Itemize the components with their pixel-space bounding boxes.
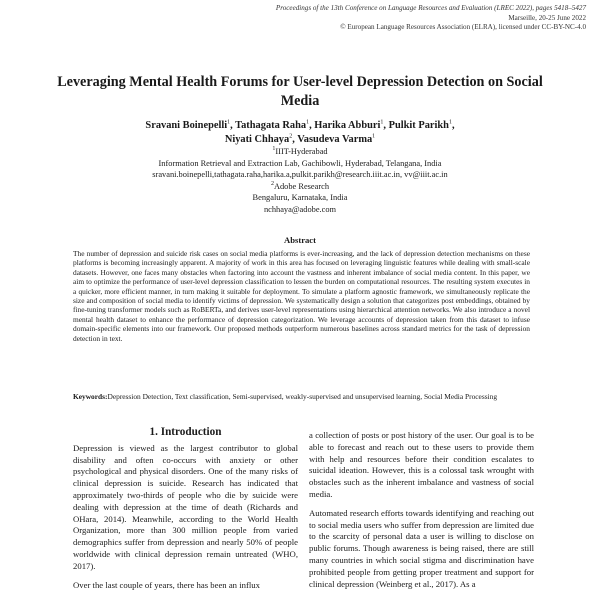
right-column bbox=[309, 430, 534, 597]
affiliation-1-emails: sravani.boinepelli,tathagata.raha,harika.a,pulkit.parikh@research.iiit.ac.in, vv@iiit.ac.in bbox=[152, 170, 448, 180]
author-line-1: Sravani Boinepelli$^1$, Tathagata Raha$^1$, Harika Abburi$^1$, Pulkit Parikh$^1$, bbox=[145, 119, 455, 131]
author-name: Sravani Boinepelli bbox=[145, 120, 228, 131]
author-name: Tathagata Raha bbox=[235, 120, 307, 131]
abstract-heading: Abstract bbox=[284, 235, 316, 245]
header-conference: Proceedings of the 13th Conference on Language Resources and Evaluation (LREC 2022), pages 5418–5427 bbox=[275, 4, 586, 12]
affiliation-sup: 2 bbox=[270, 180, 274, 187]
author-sup: 1 bbox=[227, 119, 231, 126]
affiliation-2-email: nchhaya@adobe.com bbox=[263, 204, 337, 214]
author-sup: 1 bbox=[306, 119, 310, 126]
author-name: Harika Abburi bbox=[314, 120, 381, 131]
header-location: Marseille, 20-25 June 2022 bbox=[508, 13, 586, 22]
author-line-2: Niyati Chhaya$^2$, Vasudeva Varma$^1$ bbox=[224, 133, 376, 145]
intro-paragraph-1: Depression is viewed as the largest contributor to global disability and often co-occurs with anxiety or other psychological and physical disorders. One of the many risks of clinical depression is suicide. Research has indicated that approximately two-thirds of people who die by suicide were dealing with depression at the time of death (Richards and OHara, 2014). Meanwhile, according to the World Health Organization, more than 300 million people from varied demographics suffer from depression and nearly 50% of people worldwide with clinical depression remain untreated (WHO, 2017). bbox=[73, 442, 298, 571]
header-license: © European Language Resources Association (ELRA), licensed under CC-BY-NC-4.0 bbox=[340, 23, 586, 32]
affiliation-sup: 1 bbox=[272, 146, 276, 153]
author-name: Vasudeva Varma bbox=[297, 133, 373, 145]
affiliation-1-name bbox=[60, 146, 540, 158]
author-sup: 2 bbox=[289, 133, 293, 140]
author-name: Pulkit Parikh bbox=[388, 120, 449, 131]
abstract-text: The number of depression and suicide risk cases on social media platforms is ever-increasing, and the lack of depression detection mechanisms on these platforms is becoming increasingly apparent. A majority of work in this area has focused on leveraging linguistic features while dealing with small-scale datasets. However, one faces many obstacles when factoring into account the vastness and inherent imbalance of social media content. In this paper, we aim to optimize the performance of user-level depression classification to lessen the burden on computational resources. The resulting system executes in a quicker, more efficient manner, in turn making it suitable for deployment. To simulate a platform agnostic framework, we simultaneously replicate the size and composition of social media to identify victims of depression. We systematically design a solution that categorizes post embeddings, obtained by fine-tuning transformer models such as RoBERTa, and derives user-level representations using hierarchical attention networks. We also introduce a novel mental health dataset to enhance the performance of depression categorization. We leverage accounts of depression taken from this dataset to infuse domain-specific elements into our framework. Our proposed methods outperform numerous baselines across standard metrics for the task of depression detection in text. bbox=[73, 249, 530, 343]
paper-title: Leveraging Mental Health Forums for User-level Depression Detection on Social Media bbox=[57, 74, 543, 109]
affiliations bbox=[60, 146, 540, 216]
affiliation-1-lab: Information Retrieval and Extraction Lab, Gachibowli, Hyderabad, Telangana, India bbox=[158, 158, 442, 168]
author-name: Niyati Chhaya bbox=[224, 133, 290, 145]
intro-paragraph-3: a collection of posts or post history of the user. Our goal is to be able to forecast and reach out to these users to provide them with help and resources before their condition escalates to suicidal ideation. However, this is a colossal task wrought with obstacles such as the inherent imbalance and vastness of social media. bbox=[309, 430, 534, 499]
author-sup: 1 bbox=[372, 133, 376, 140]
affiliation-1-label: IIIT-Hyderabad bbox=[275, 147, 328, 156]
left-column bbox=[73, 427, 298, 598]
author-sup: 1 bbox=[448, 119, 452, 126]
keywords bbox=[73, 392, 530, 401]
keywords-label: Keywords: bbox=[73, 392, 108, 401]
author-sup: 1 bbox=[380, 119, 384, 126]
intro-paragraph-4: Automated research efforts towards identifying and reaching out to social media users who suffer from depression are limited due to the scarcity of personal data a user is willing to disclose on public forums. Though awareness is being raised, there are still many countries in which social stigma and discrimination have prohibited people from getting proper treatment and support for clinical depression (Weinberg et al., 2017). As a bbox=[309, 507, 534, 589]
keywords-text: Depression Detection, Text classification, Semi-supervised, weakly-supervised and unsupervised learning, Social Media Processing bbox=[107, 392, 498, 401]
affiliation-2-label: Adobe Research bbox=[273, 181, 330, 191]
intro-paragraph-2: Over the last couple of years, there has been an influx bbox=[73, 579, 260, 590]
author-list bbox=[40, 119, 560, 146]
affiliation-2-name bbox=[60, 181, 540, 193]
proceedings-header bbox=[156, 4, 586, 33]
affiliation-2-location: Bengaluru, Karnataka, India bbox=[252, 193, 348, 203]
section-heading-introduction: 1. Introduction bbox=[149, 426, 222, 438]
